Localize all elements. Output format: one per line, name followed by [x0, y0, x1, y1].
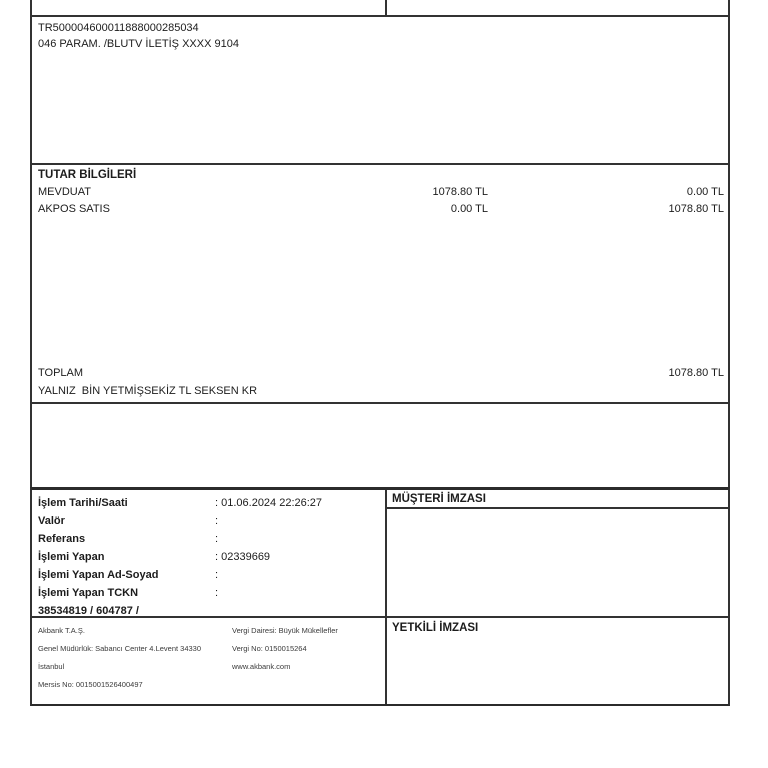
account-section — [30, 15, 730, 163]
details-section — [30, 487, 730, 616]
bank-info-col1 — [38, 622, 232, 704]
detail-label: İşlemi Yapan TCKN — [38, 587, 139, 599]
bank-address: Genel Müdürlük: Sabancı Center 4.Levent 34330 — [38, 644, 202, 653]
amount-row-debit: 1078.80 TL — [432, 186, 488, 198]
customer-signature-header: MÜŞTERİ İMZASI — [387, 490, 728, 509]
detail-row — [38, 566, 381, 584]
detail-value: : — [215, 569, 219, 581]
amount-row-credit: 1078.80 TL — [668, 203, 724, 215]
detail-row — [38, 494, 381, 512]
authorized-signature-box — [387, 618, 728, 704]
bank-mersis-no: Mersis No: 0015001526400497 — [38, 680, 143, 689]
authorized-signature-header: YETKİLİ İMZASI — [392, 622, 479, 634]
amount-row-label: AKPOS SATIS — [38, 203, 110, 215]
amount-row — [32, 201, 728, 218]
total-amount: 1078.80 TL — [668, 367, 724, 379]
iban-line: TR500004600011888000285034 — [38, 22, 199, 34]
detail-row — [38, 530, 381, 548]
amount-row-credit: 0.00 TL — [686, 186, 724, 198]
bank-company-name: Akbank T.A.Ş. — [38, 626, 85, 635]
amount-row — [32, 184, 728, 201]
detail-value: : — [215, 515, 219, 527]
detail-value: : — [215, 587, 219, 599]
amounts-header: TUTAR BİLGİLERİ — [38, 169, 137, 181]
customer-signature-box — [387, 490, 728, 616]
detail-value: : — [215, 533, 219, 545]
amounts-section — [30, 163, 730, 402]
receipt-document — [30, 0, 730, 706]
empty-box — [30, 402, 730, 487]
footer-section — [30, 616, 730, 706]
bank-info — [32, 618, 387, 704]
detail-label: İşlemi Yapan — [38, 551, 105, 563]
branch-code-line: 38534819 / 604787 / — [38, 605, 139, 617]
bank-tax-no: Vergi No: 0150015264 — [232, 644, 307, 653]
amount-row-label: MEVDUAT — [38, 186, 91, 198]
detail-value: : 01.06.2024 22:26:27 — [215, 497, 323, 509]
bank-city: İstanbul — [38, 662, 65, 671]
transaction-details — [32, 490, 387, 616]
detail-label: Referans — [38, 533, 86, 545]
amount-in-words: YALNIZ BİN YETMİŞSEKİZ TL SEKSEN KR — [38, 385, 258, 397]
detail-value: : 02339669 — [215, 551, 271, 563]
detail-label: İşlem Tarihi/Saati — [38, 497, 128, 509]
total-row — [32, 365, 728, 381]
bank-info-col2 — [232, 622, 381, 704]
detail-row — [38, 512, 381, 530]
transaction-description-line: 046 PARAM. /BLUTV İLETİŞ XXXX 9104 — [38, 38, 239, 50]
total-label: TOPLAM — [38, 367, 84, 379]
top-partial-row — [30, 0, 730, 15]
detail-label: İşlemi Yapan Ad-Soyad — [38, 569, 159, 581]
detail-row — [38, 548, 381, 566]
amount-row-debit: 0.00 TL — [450, 203, 488, 215]
detail-row — [38, 584, 381, 602]
bank-website: www.akbank.com — [232, 662, 291, 671]
detail-label: Valör — [38, 515, 65, 527]
top-row-divider — [385, 0, 387, 15]
bank-tax-office: Vergi Dairesi: Büyük Mükellefler — [232, 626, 338, 635]
